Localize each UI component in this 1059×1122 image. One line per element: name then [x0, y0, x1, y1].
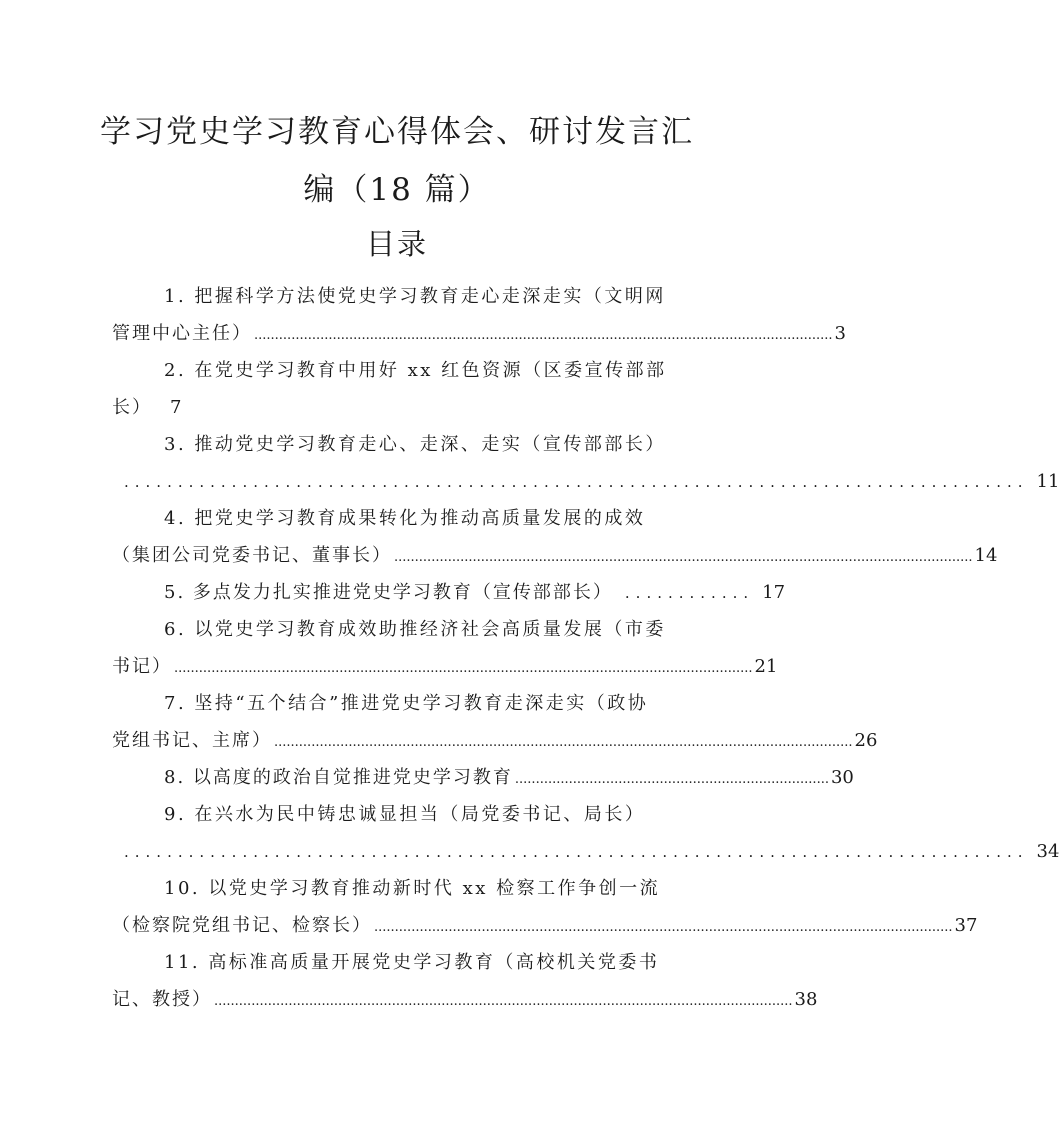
toc-page-number: 34 [1036, 841, 1059, 862]
toc-entry-continuation [112, 463, 1059, 500]
toc-entry-subtitle: 书记） [112, 656, 172, 677]
toc-entry-subtitle: 党组书记、主席） [112, 730, 272, 751]
toc-entry-title: 10. 以党史学习教育推动新时代 xx 检察工作争创一流 [164, 878, 661, 899]
toc-entry-9[interactable] [112, 796, 1059, 870]
toc-page-number: 37 [954, 915, 978, 936]
toc-entry-continuation [112, 537, 998, 574]
toc-entry-title: 1. 把握科学方法使党史学习教育走心走深走实（文明网 [164, 286, 666, 307]
toc-page-number: 17 [762, 582, 786, 603]
toc-entry-title: 4. 把党史学习教育成果转化为推动高质量发展的成效 [164, 508, 646, 529]
toc-entry-title: 11. 高标准高质量开展党史学习教育（高校机关党委书 [164, 952, 660, 973]
toc-entry-11[interactable] [112, 944, 818, 1018]
toc-entry-continuation [112, 981, 818, 1018]
toc-entry-subtitle: 长） [112, 397, 152, 418]
dot-leader: .................................................................................... [124, 843, 1029, 861]
toc-entry-title-row [112, 759, 854, 796]
dot-leader: ............ [624, 584, 755, 602]
toc-entry-title: 8. 以高度的政治自觉推进党史学习教育 [164, 767, 513, 788]
toc-page-number: 38 [794, 989, 818, 1010]
toc-entry-1[interactable] [112, 278, 846, 352]
toc-entry-7[interactable] [112, 685, 878, 759]
dot-leader: ............................................................................................................................................ [214, 994, 793, 1009]
document-title-line-1: 学习党史学习教育心得体会、研讨发言汇 [100, 114, 694, 150]
toc-entry-continuation [112, 722, 878, 759]
toc-entry-4[interactable] [112, 500, 998, 574]
toc-entry-title: 9. 在兴水为民中铸忠诚显担当（局党委书记、局长） [164, 804, 646, 825]
toc-entry-continuation [112, 833, 1059, 870]
dot-leader: ............................................................................................................................................ [254, 328, 833, 343]
toc-entry-subtitle: （检察院党组书记、检察长） [112, 915, 372, 936]
toc-page-number: 7 [170, 397, 182, 418]
toc-entry-title: 5. 多点发力扎实推进党史学习教育（宣传部部长） [164, 582, 613, 603]
toc-entry-subtitle: 管理中心主任） [112, 323, 252, 344]
toc-page-number: 30 [830, 767, 854, 788]
toc-entry-5[interactable] [112, 574, 786, 611]
dot-leader: ............................................................................ [514, 772, 829, 787]
dot-leader: .................................................................................... [124, 473, 1029, 491]
toc-entry-subtitle: 记、教授） [112, 989, 212, 1010]
toc-entry-10[interactable] [112, 870, 978, 944]
toc-entry-title-row [112, 574, 786, 611]
toc-page-number: 14 [974, 545, 998, 566]
toc-entry-continuation [112, 648, 778, 685]
toc-entry-8[interactable] [112, 759, 854, 796]
toc-entry-continuation [112, 389, 674, 426]
toc-entry-continuation [112, 315, 846, 352]
toc-heading: 目录 [365, 227, 428, 261]
toc-page-number: 11 [1036, 471, 1059, 492]
toc-entry-title: 7. 坚持“五个结合”推进党史学习教育走深走实（政协 [164, 693, 649, 714]
toc-entry-subtitle: （集团公司党委书记、董事长） [112, 545, 392, 566]
toc-page-number: 3 [834, 323, 846, 344]
toc-entry-3[interactable] [112, 426, 1059, 500]
toc-entry-2[interactable] [112, 352, 674, 426]
toc-page-number: 21 [754, 656, 778, 677]
toc-entry-continuation [112, 907, 978, 944]
document-title-line-2: 编（18 篇） [303, 172, 491, 208]
dot-leader: ............................................................................................................................................ [374, 920, 953, 935]
toc-page-number: 26 [854, 730, 878, 751]
dot-leader: ............................................................................................................................................ [274, 735, 853, 750]
dot-leader: ............................................................................................................................................ [394, 550, 973, 565]
dot-leader: ............................................................................................................................................ [174, 661, 753, 676]
toc-entry-title: 2. 在党史学习教育中用好 xx 红色资源（区委宣传部部 [164, 360, 667, 381]
toc-entry-6[interactable] [112, 611, 778, 685]
toc-entry-title: 3. 推动党史学习教育走心、走深、走实（宣传部部长） [164, 434, 666, 455]
table-of-contents [112, 278, 1059, 1018]
toc-entry-title: 6. 以党史学习教育成效助推经济社会高质量发展（市委 [164, 619, 666, 640]
